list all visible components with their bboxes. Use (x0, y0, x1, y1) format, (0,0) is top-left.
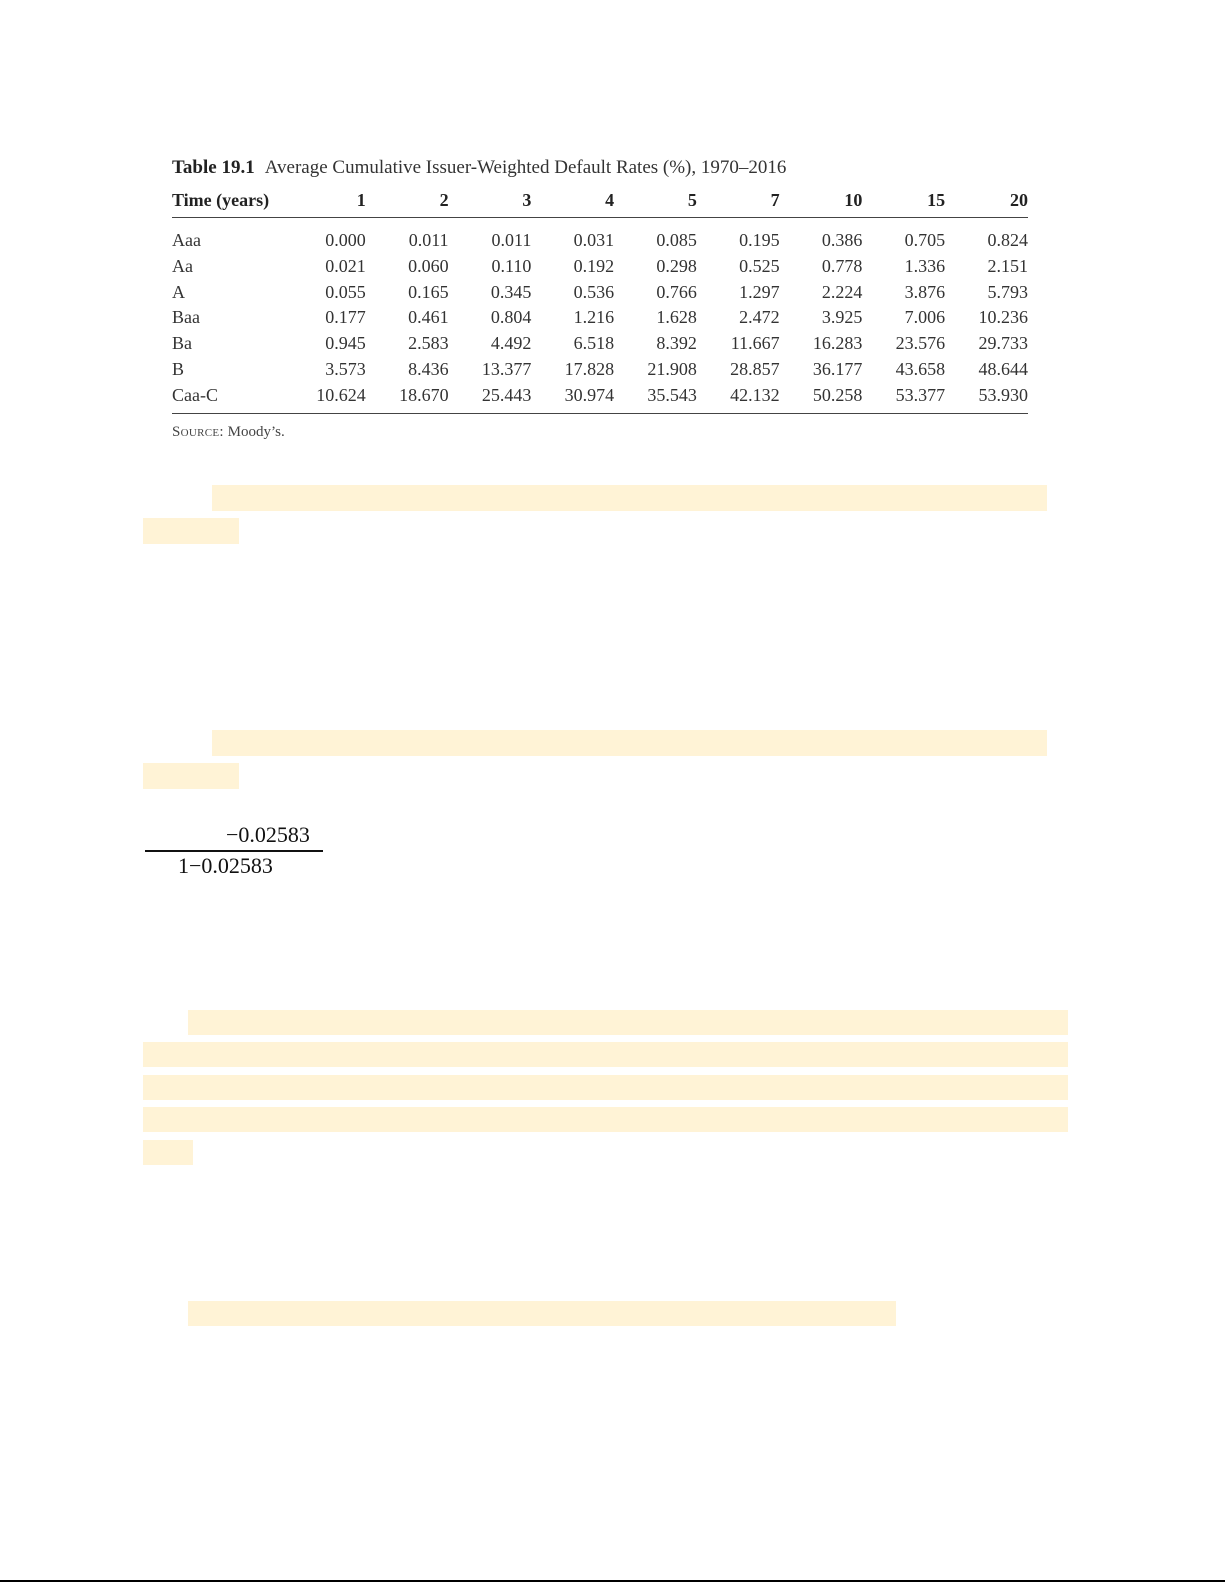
table-cell: 23.576 (895, 333, 946, 354)
table-body (172, 218, 1028, 414)
page-bottom-rule (0, 1580, 1225, 1582)
column-header: 5 (614, 183, 697, 218)
table-cell: 0.298 (656, 255, 697, 276)
table-cell: 0.766 (656, 281, 697, 302)
table-cell: 0.031 (573, 230, 615, 250)
column-header: 4 (531, 183, 614, 218)
formula-numerator: −0.02583 (226, 822, 310, 847)
table-cell: 6.518 (573, 333, 615, 354)
table-cell: 0.060 (408, 255, 449, 276)
table-cell: 1.336 (904, 255, 946, 276)
table-cell: 2.224 (821, 281, 863, 302)
table-row (172, 331, 1028, 357)
table-cell: 0.110 (491, 255, 532, 276)
source-text: Moody’s. (227, 423, 285, 440)
source-label: Source: (172, 423, 224, 440)
table-cell: 13.377 (481, 358, 532, 379)
table-cell: 35.543 (614, 383, 697, 413)
table-cell: 0.085 (656, 230, 697, 250)
table-cell: 3.573 (325, 358, 366, 379)
column-header: 10 (780, 183, 863, 218)
table-cell: 0.177 (325, 307, 366, 328)
table-cell: 11.667 (730, 333, 780, 354)
formula-denominator: 1−0.02583 (178, 853, 273, 878)
rating-label: Caa-C (172, 383, 289, 413)
rating-label: Aa (172, 255, 193, 276)
table-cell: 25.443 (449, 383, 532, 413)
default-rates-table-block (172, 153, 1028, 441)
highlight-block (188, 1010, 1068, 1035)
table-cell: 0.011 (491, 230, 532, 250)
time-years-header: Time (years) (172, 183, 289, 218)
table-number: Table 19.1 (172, 157, 255, 178)
table-cell: 0.804 (490, 307, 532, 328)
highlight-block (143, 1075, 1068, 1100)
table-cell: 36.177 (812, 358, 863, 379)
table-cell: 10.624 (289, 383, 366, 413)
table-cell: 0.165 (408, 281, 449, 302)
table-cell: 8.436 (408, 358, 449, 379)
table-header-row (172, 183, 1028, 218)
column-header: 2 (366, 183, 449, 218)
table-cell: 21.908 (647, 358, 697, 379)
table-cell: 0.778 (821, 255, 863, 276)
table-cell: 0.945 (325, 333, 366, 354)
table-cell: 2.583 (408, 333, 449, 354)
default-rates-table (172, 183, 1028, 414)
table-cell: 28.857 (730, 358, 780, 379)
table-cell: 53.377 (862, 383, 945, 413)
table-cell: 1.628 (656, 307, 697, 328)
table-caption (172, 153, 1028, 183)
table-cell: 2.472 (739, 307, 780, 328)
table-cell: 0.536 (573, 281, 615, 302)
table-row (172, 280, 1028, 306)
table-cell: 2.151 (987, 255, 1028, 276)
table-cell: 0.824 (987, 230, 1028, 250)
table-cell: 29.733 (978, 333, 1028, 354)
column-header: 3 (449, 183, 532, 218)
table-cell: 0.525 (739, 255, 780, 276)
column-header: 7 (697, 183, 780, 218)
column-header: 1 (289, 183, 366, 218)
table-cell: 4.492 (490, 333, 532, 354)
table-cell: 48.644 (978, 358, 1028, 379)
highlight-block (212, 485, 1047, 511)
table-cell: 16.283 (812, 333, 863, 354)
rating-label: Ba (172, 333, 192, 354)
table-cell: 0.345 (490, 281, 532, 302)
table-cell: 0.000 (325, 230, 366, 250)
table-cell: 53.930 (945, 383, 1028, 413)
highlight-block (143, 1107, 1068, 1132)
rating-label: A (172, 281, 185, 302)
rating-label: Baa (172, 307, 200, 328)
table-cell: 17.828 (564, 358, 615, 379)
highlight-block (143, 1042, 1068, 1067)
table-cell: 0.021 (325, 255, 366, 276)
table-cell: 18.670 (366, 383, 449, 413)
table-cell: 0.055 (325, 281, 366, 302)
table-cell: 0.461 (408, 307, 449, 328)
table-cell: 5.793 (987, 281, 1028, 302)
table-source (172, 424, 1028, 441)
table-cell: 30.974 (531, 383, 614, 413)
table-cell: 50.258 (780, 383, 863, 413)
table-cell: 1.297 (739, 281, 780, 302)
table-cell: 42.132 (697, 383, 780, 413)
table-row (172, 254, 1028, 280)
table-cell: 3.925 (821, 307, 863, 328)
highlight-block (143, 1140, 193, 1165)
table-cell: 0.195 (739, 230, 780, 250)
highlight-block (212, 730, 1047, 756)
table-cell: 3.876 (904, 281, 946, 302)
highlight-block (188, 1301, 896, 1326)
table-cell: 7.006 (904, 307, 946, 328)
column-header: 20 (945, 183, 1028, 218)
table-row (172, 305, 1028, 331)
table-row (172, 383, 1028, 413)
table-cell: 43.658 (895, 358, 946, 379)
table-cell: 0.386 (821, 230, 863, 250)
highlight-block (143, 518, 239, 544)
table-cell: 1.216 (573, 307, 615, 328)
table-cell: 0.705 (904, 230, 946, 250)
highlight-block (143, 763, 239, 789)
table-cell: 8.392 (656, 333, 697, 354)
table-title: Average Cumulative Issuer-Weighted Default Rates (%), 1970–2016 (264, 157, 787, 178)
column-header: 15 (862, 183, 945, 218)
table-row (172, 357, 1028, 383)
table-row (172, 218, 1028, 254)
table-cell: 0.011 (408, 230, 449, 250)
rating-label: Aaa (172, 230, 201, 250)
table-cell: 10.236 (978, 307, 1028, 328)
rating-label: B (172, 358, 185, 379)
table-cell: 0.192 (573, 255, 615, 276)
